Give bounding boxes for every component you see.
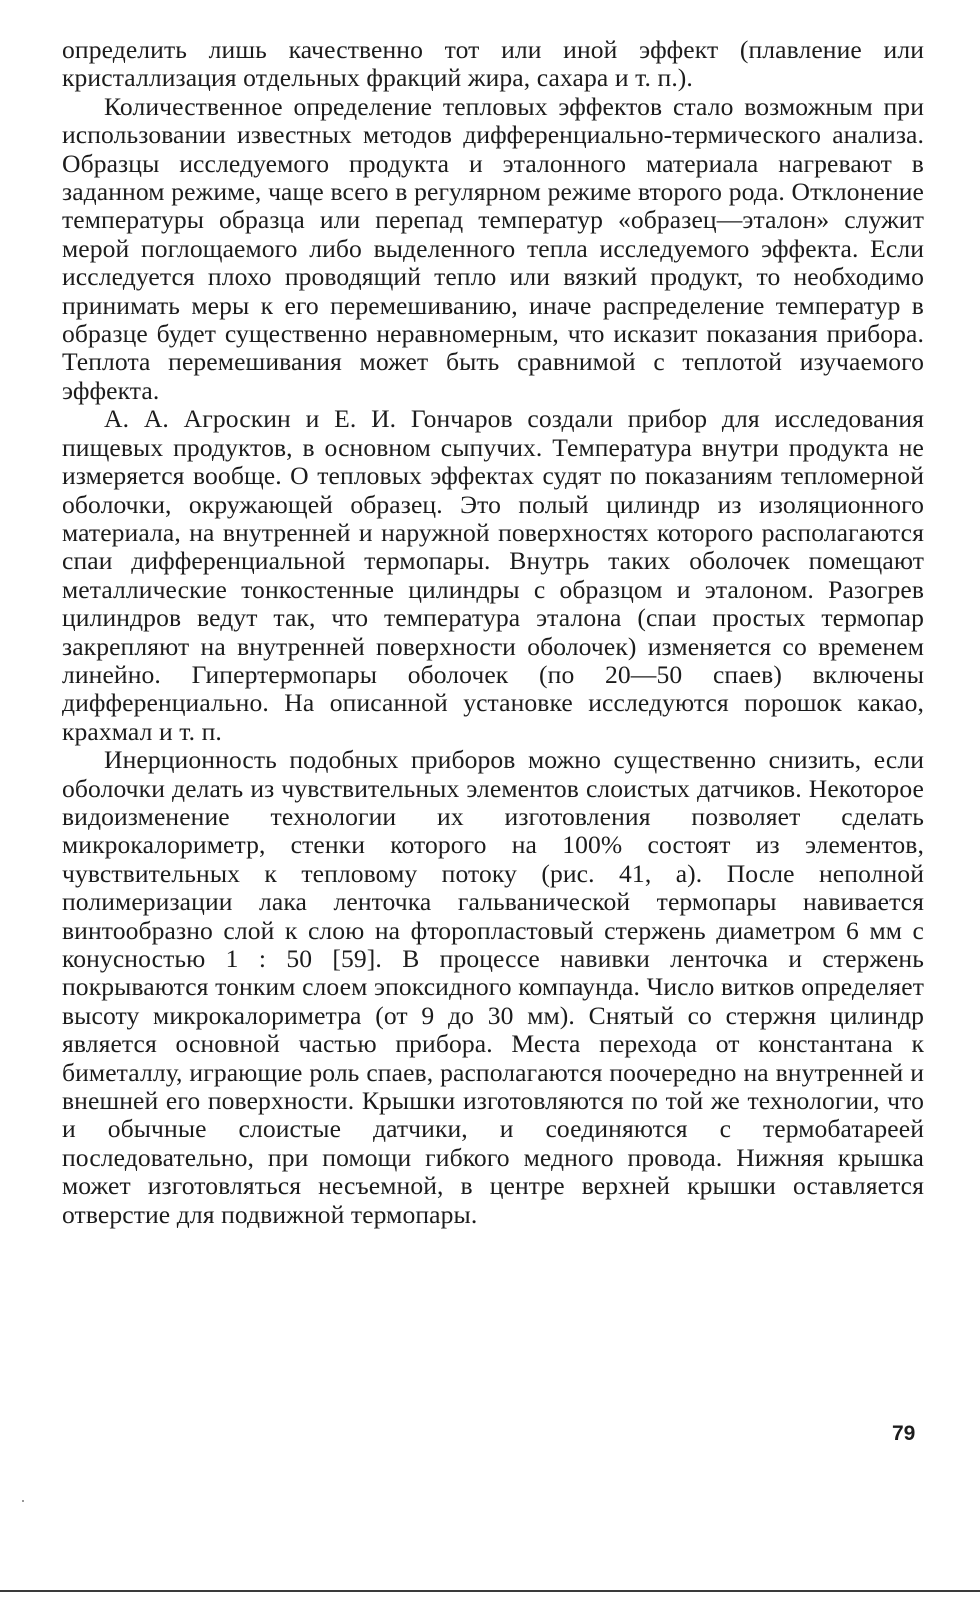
scan-speck xyxy=(22,1500,24,1502)
paragraph-dta-method: Количественное определение тепловых эффектов стало возможным при использовании известных методов дифференциально-термического анализа. Образцы исследуемого продукта и эталонного материала нагревают в заданном режиме, чаще всего в регулярном режиме второго рода. Отклонение температуры образца или перепад температур «образец—эталон» служит мерой поглощаемого либо выделенного тепла исследуемого эффекта. Если исследуется плохо проводящий тепло или вязкий продукт, то необходимо принимать меры к его перемешиванию, иначе распределение температур в образце будет существенно неравномерным, что исказит показания прибора. Теплота перемешивания может быть сравнимой с теплотой изучаемого эффекта. xyxy=(62,91,924,405)
paragraph-continuation: определить лишь качественно тот или иной эффект (плавление или кристаллизация отдельных фракций жира, сахара и т. п.). xyxy=(62,35,924,93)
scan-bottom-edge xyxy=(0,1590,980,1592)
body-text xyxy=(62,36,924,1229)
page-number: 79 xyxy=(892,1422,916,1445)
paragraph-agroskin-device: А. А. Агроскин и Е. И. Гончаров создали прибор для исследования пищевых продуктов, в основном сыпучих. Температура внутри продукта не измеряется вообще. О тепловых эффектах судят по показаниям тепломерной оболочки, окружающей образец. Это полый цилиндр из изоляционного материала, на внутренней и наружной поверхностях которого располагаются спаи дифференциальной термопары. Внутрь таких оболочек помещают металлические тонкостенные цилиндры с образцом и эталоном. Разогрев цилиндров ведут так, что температура эталона (спаи простых термопар закрепляют на внутренней поверхности оболочек) изменяется со временем линейно. Гипертермопары оболочек (по 20—50 спаев) включены дифференциально. На описанной установке исследуются порошок какао, крахмал и т. п. xyxy=(62,404,924,746)
paragraph-microcalorimeter: Инерционность подобных приборов можно существенно снизить, если оболочки делать из чувствительных элементов слоистых датчиков. Некоторое видоизменение технологии их изготовления позволяет сделать микрокалориметр, стенки которого на 100% состоят из элементов, чувствительных к тепловому потоку (рис. 41, а). После неполной полимеризации лака ленточка гальванической термопары навивается винтообразно слой к слою на фторопластовый стержень диаметром 6 мм с конусностью 1 : 50 [59]. В процессе навивки ленточка и стержень покрываются тонким слоем эпоксидного компаунда. Число витков определяет высоту микрокалориметра (от 9 до 30 мм). Снятый со стержня цилиндр является основной частью прибора. Места перехода от константана к биметаллу, играющие роль спаев, располагаются поочередно на внутренней и внешней его поверхности. Крышки изготовляются по той же технологии, что и обычные слоистые датчики, и соединяются с термобатареей последовательно, при помощи гибкого медного провода. Нижняя крышка может изготовляться несъемной, в центре верхней крышки оставляется отверстие для подвижной термопары. xyxy=(62,745,924,1229)
